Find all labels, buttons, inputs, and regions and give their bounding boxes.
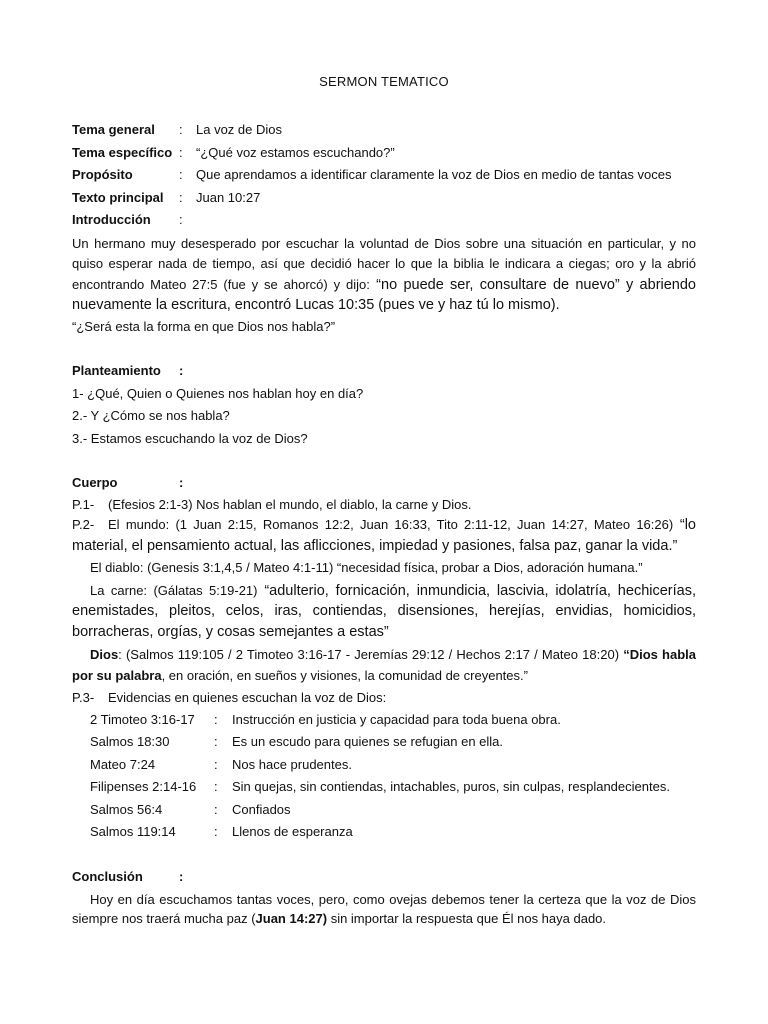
evidencia-ref: Mateo 7:24	[90, 756, 156, 772]
carne-quote: “adulterio, fornicación, inmundicia, lascivia, idolatría, hechicerías, enemistades, pleitos, celos, iras, contiendas, disensiones, herejías, envidias, homicidios, borracheras, orgías, y cosas semejantes a estas”	[72, 582, 696, 640]
evidencia-text: Nos hace prudentes.	[232, 756, 352, 772]
meta-colon: :	[179, 122, 183, 137]
meta-colon: :	[179, 167, 183, 182]
meta-row-introduccion	[72, 209, 696, 232]
point-2	[72, 515, 696, 556]
evidencia-row	[72, 709, 696, 732]
evidencia-text: Confiados	[232, 801, 291, 817]
section-colon: :	[179, 475, 184, 490]
diablo-paragraph: El diablo: (Genesis 3:1,4,5 / Mateo 4:1-11) “necesidad física, probar a Dios, adoración humana.”	[90, 560, 643, 575]
evidencia-text: Llenos de esperanza	[232, 824, 353, 839]
evidencia-text: Es un escudo para quienes se refugian en ella.	[232, 734, 504, 749]
meta-colon: :	[179, 189, 183, 205]
evidencia-row	[72, 731, 696, 754]
meta-row-texto-principal	[72, 187, 696, 210]
dios-paragraph	[72, 645, 696, 686]
evidencia-text: Instrucción en justicia y capacidad para toda buena obra.	[232, 711, 561, 727]
point-number: P.3-	[72, 690, 95, 705]
planteamiento-item: 2.- Y ¿Cómo se nos habla?	[72, 408, 230, 423]
point-text: (Efesios 2:1-3) Nos hablan el mundo, el diablo, la carne y Dios.	[108, 496, 472, 512]
intro-question: “¿Será esta la forma en que Dios nos habla?”	[72, 318, 336, 334]
meta-label: Introducción	[72, 212, 151, 227]
evidencia-colon: :	[214, 756, 218, 772]
planteamiento-item: 1- ¿Qué, Quien o Quienes nos hablan hoy en día?	[72, 385, 364, 401]
evidencia-row	[72, 821, 696, 844]
point-number: P.2-	[72, 517, 95, 532]
document-title: SERMON TEMATICO	[319, 74, 449, 89]
evidencia-ref: 2 Timoteo 3:16-17	[90, 711, 195, 727]
meta-label: Tema general	[72, 122, 155, 137]
meta-block	[72, 119, 696, 232]
point-text: Evidencias en quienes escuchan la voz de Dios:	[108, 690, 387, 705]
intro-paragraph	[72, 234, 696, 316]
dios-label: Dios	[90, 647, 119, 662]
section-colon: :	[179, 868, 184, 884]
evidencia-row	[72, 754, 696, 777]
evidencia-colon: :	[214, 801, 218, 817]
evidencia-row	[72, 776, 696, 799]
dios-bold-quote: “Dios habla por su palabra	[72, 647, 696, 683]
carne-ref: La carne: (Gálatas 5:19-21)	[90, 582, 258, 598]
meta-value: “¿Qué voz estamos escuchando?”	[196, 144, 395, 160]
meta-label: Texto principal	[72, 189, 164, 205]
evidencia-row	[72, 799, 696, 822]
evidencia-ref: Salmos 119:14	[90, 824, 176, 839]
meta-value	[196, 209, 696, 232]
meta-label: Propósito	[72, 167, 133, 182]
evidencia-colon: :	[214, 779, 218, 794]
evidencia-ref: Filipenses 2:14-16	[90, 779, 197, 794]
carne-paragraph	[72, 581, 696, 643]
conclusion-text: Hoy en día escuchamos tantas voces, pero, como ovejas debemos tener la certeza que la voz de Dios siempre nos traerá mucha paz (	[72, 892, 696, 926]
point-text: El mundo: (1 Juan 2:15, Romanos 12:2, Juan 16:33, Tito 2:11-12, Juan 14:27, Mateo 16:26)	[108, 517, 674, 532]
planteamiento-item: 3.- Estamos escuchando la voz de Dios?	[72, 430, 308, 446]
meta-value: Que aprendamos a identificar claramente la voz de Dios en medio de tantas voces	[196, 167, 672, 182]
evidencia-ref: Salmos 18:30	[90, 734, 170, 749]
conclusion-text-end: sin importar la respuesta que Él nos haya dado.	[327, 911, 607, 926]
meta-row-tema-general	[72, 119, 696, 142]
meta-value: Juan 10:27	[196, 189, 261, 205]
dios-rest: , en oración, en sueños y visiones, la comunidad de creyentes.”	[161, 667, 528, 683]
point-number: P.1-	[72, 496, 95, 512]
point-3	[72, 688, 696, 709]
conclusion-paragraph	[72, 890, 696, 928]
cuerpo-heading	[72, 472, 696, 495]
section-label: Conclusión	[72, 868, 143, 884]
meta-value: La voz de Dios	[196, 122, 282, 137]
section-colon: :	[179, 363, 184, 378]
dios-refs: : (Salmos 119:105 / 2 Timoteo 3:16-17 - Jeremías 29:12 / Hechos 2:17 / Mateo 18:20)	[118, 647, 624, 662]
section-label: Planteamiento	[72, 363, 161, 378]
evidencia-colon: :	[214, 711, 218, 727]
section-label: Cuerpo	[72, 475, 118, 490]
conclusion-ref: Juan 14:27)	[255, 911, 328, 926]
evidencia-text: Sin quejas, sin contiendas, intachables, puros, sin culpas, resplandecientes.	[232, 779, 670, 794]
evidencia-colon: :	[214, 734, 218, 749]
meta-colon: :	[179, 212, 183, 227]
evidencia-ref: Salmos 56:4	[90, 801, 163, 817]
intro-text-part1: Un hermano muy desesperado por escuchar la voluntad de Dios sobre una situación en particular, y no quiso esperar nada de tiempo, así que decidió hacer lo que la biblia le indicara a ciegas; oro y la abrió encontrando Mateo 27:5 (fue y se ahorcó) y dijo:	[72, 235, 696, 292]
meta-colon: :	[179, 144, 183, 160]
evidencia-colon: :	[214, 824, 218, 839]
intro-text-part2: “no puede ser, consultare de nuevo” y abriendo nuevamente la escritura, encontró Lucas 10:35 (pues ve y haz tú lo mismo).	[72, 276, 696, 313]
point-1	[72, 495, 696, 516]
meta-label: Tema específico	[72, 144, 173, 160]
planteamiento-heading	[72, 360, 696, 383]
evidencias-list	[72, 709, 696, 844]
cuerpo-body	[72, 495, 696, 844]
meta-row-proposito	[72, 164, 696, 187]
meta-row-tema-especifico	[72, 142, 696, 165]
conclusion-heading	[72, 866, 696, 889]
point-quote: “lo material, el pensamiento actual, las aflicciones, impiedad y pasiones, falsa paz, ganar la vida.”	[72, 517, 696, 554]
